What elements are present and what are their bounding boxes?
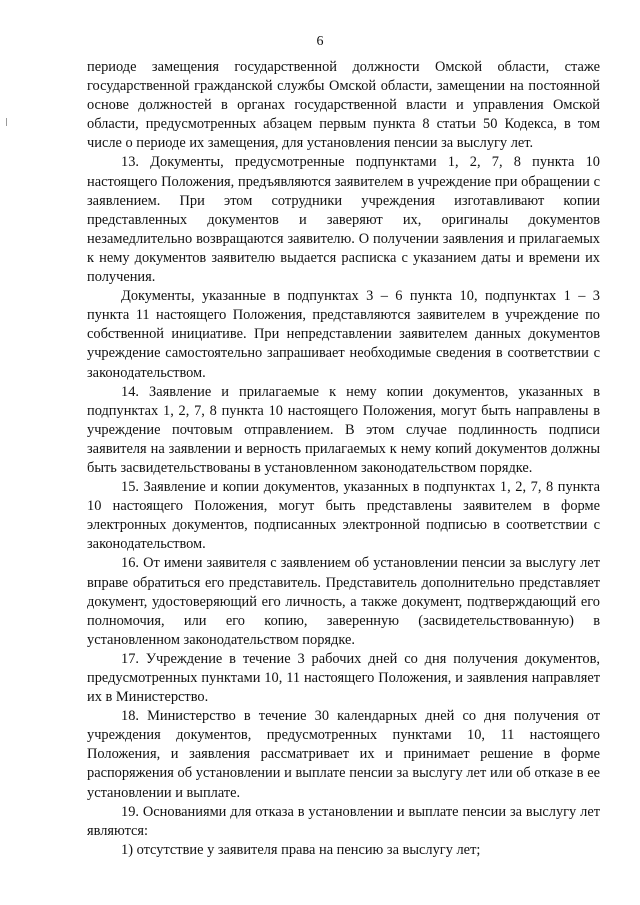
paragraph-13: 13. Документы, предусмотренные подпунктами 1, 2, 7, 8 пункта 10 настоящего Положения, предъявляются заявителем в учреждение при обращении с заявлением. При этом сотрудники учреждения изготавливают копии представленных документов и заверяют их, оригиналы документов незамедлительно возвращаются заявителю. О получении заявления и прилагаемых к нему документов заявителю выдается расписка с указанием даты и времени их получения. [87,154,600,286]
paragraph-19: 19. Основаниями для отказа в установлении и выплате пенсии за выслугу лет являются: [87,803,600,839]
document-body [87,58,600,860]
paragraph-15: 15. Заявление и копии документов, указанных в подпунктах 1, 2, 7, 8 пункта 10 настоящего Положения, могут быть представлены заявителем в форме электронных документов, подписанных электронной подписью в соответствии с законодательством. [87,479,600,553]
paragraph-continuation: периоде замещения государственной должности Омской области, стаже государственной гражданской службы Омской области, замещении на постоянной основе должностей в органах государственной власти и управления Омской области, предусмотренных абзацем первым пункта 8 статьи 50 Кодекса, в том числе о периоде их замещения, для установления пенсии за выслугу лет. [87,59,600,152]
paragraph-16: 16. От имени заявителя с заявлением об установлении пенсии за выслугу лет вправе обратиться его представитель. Представитель дополнительно представляет документ, удостоверяющий его личность, а также документ, подтверждающий его полномочия, или его копию, заверенную (засвидетельствованную) в установленном законодательством порядке. [87,555,600,648]
paragraph-18: 18. Министерство в течение 30 календарных дней со дня получения от учреждения документов, предусмотренных пунктами 10, 11 настоящего Положения, и заявления рассматривает их и принимает решение в форме распоряжения об установлении и выплате пенсии за выслугу лет или об отказе в ее установлении и выплате. [87,708,600,801]
margin-mark [6,118,7,126]
paragraph-13-documents: Документы, указанные в подпунктах 3 – 6 пункта 10, подпунктах 1 – 3 пункта 11 настоящего Положения, представляются заявителем в учреждение по собственной инициативе. При непредставлении заявителем данных документов учреждение самостоятельно запрашивает необходимые сведения в соответствии с законодательством. [87,288,600,381]
paragraph-19-item-1: 1) отсутствие у заявителя права на пенсию за выслугу лет; [121,841,481,858]
page-number: 6 [316,34,324,49]
paragraph-14: 14. Заявление и прилагаемые к нему копии документов, указанных в подпунктах 1, 2, 7, 8 пункта 10 настоящего Положения, могут быть направлены в учреждение почтовым отправлением. В этом случае подлинность подписи заявителя на заявлении и верность прилагаемых к нему копий документов должны быть засвидетельствованы в установленном законодательством порядке. [87,383,600,476]
paragraph-17: 17. Учреждение в течение 3 рабочих дней со дня получения документов, предусмотренных пунктами 10, 11 настоящего Положения, и заявления направляет их в Министерство. [87,650,600,706]
